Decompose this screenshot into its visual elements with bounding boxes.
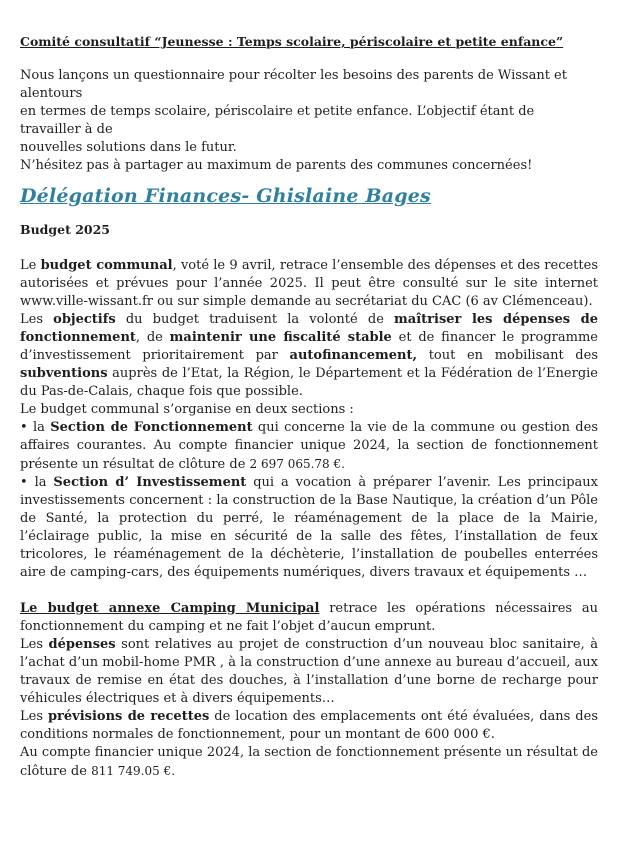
- text-run-bold: prévisions de recettes: [47, 709, 210, 724]
- text-run: qui a vocation à préparer l’avenir. Les principaux investissements concernent : la construction de la Base Nautique, la création d’un Pôle de Santé, la protection du perré, le réaménagement de la place de la Mairie, l’éclairage public, la mise en sécurité de la salle des fêtes, l’installation de feux tricolores, le réaménagement de la déchèterie, l’installation de poubelles enterrées aire de camping-cars, des équipements numériques, divers travaux et équipements …: [20, 475, 598, 580]
- spacer: [20, 582, 598, 600]
- text-run: retrace les opérations nécessaires au fonctionnement du camping et ne fait l’objet d’aucun emprunt.: [20, 601, 599, 634]
- text-run: , de: [135, 330, 170, 345]
- document-page: [20, 34, 598, 781]
- text-run: • la: [20, 475, 54, 490]
- budget-section-investissement: [20, 474, 598, 582]
- jeunesse-heading: Comité consultatif “Jeunesse : Temps scolaire, périscolaire et petite enfance”: [20, 34, 564, 49]
- spacer: [20, 239, 598, 257]
- budget-paragraph-3: Le budget communal s’organise en deux sections :: [20, 402, 354, 417]
- text-run: de location des emplacements ont été évaluées, dans des conditions normales de fonctionnement, pour un montant de: [20, 709, 598, 742]
- camping-paragraph-2: [20, 636, 598, 708]
- text-run: Au compte financier unique 2024, la section de fonctionnement présente un résultat de clôture de: [20, 745, 598, 779]
- delegation-title: Délégation Finances- Ghislaine Bages: [20, 185, 431, 207]
- text-run: du budget traduisent la volonté de: [115, 312, 395, 327]
- text-run-bold: autofinancement,: [289, 348, 418, 363]
- text-run-amount: 2 697 065.78 €.: [249, 457, 345, 471]
- text-run: auprès de l’Etat, la Région, le Département et la Fédération de l’Energie du Pas-de-Calais, chaque fois que possible.: [20, 366, 598, 399]
- text-run-bold: subventions: [20, 366, 108, 381]
- text-run: , voté le 9 avril, retrace l’ensemble des dépenses et des recettes autorisées et prévues pour l’année 2025. Il peut être consulté sur le site internet www.ville-wissant.fr ou sur simple demande au secrétariat du CAC (6 av Clémenceau).: [20, 258, 598, 309]
- text-run: Le: [20, 258, 41, 273]
- jeunesse-line-1: Nous lançons un questionnaire pour récolter les besoins des parents de Wissant et alentours: [20, 68, 567, 101]
- text-run: Les: [20, 637, 49, 652]
- text-run-bold-underline: Le budget annexe Camping Municipal: [20, 601, 320, 616]
- budget-paragraph-1: [20, 257, 598, 311]
- text-run-bold: Section d’ Investissement: [53, 475, 247, 490]
- text-run-bold: maintenir une fiscalité stable: [169, 330, 392, 345]
- text-run-bold: maîtriser les dépenses de fonctionnement: [20, 312, 598, 345]
- jeunesse-line-3: nouvelles solutions dans le futur.: [20, 140, 237, 155]
- text-run-amount: 811 749.05 €.: [91, 764, 176, 778]
- text-run: Les: [20, 709, 48, 724]
- text-run-bold: Section de Fonctionnement: [50, 420, 253, 435]
- camping-paragraph-1: [20, 600, 598, 636]
- jeunesse-line-4: N’hésitez pas à partager au maximum de parents des communes concernées!: [20, 158, 533, 173]
- text-run: Les: [20, 312, 54, 327]
- text-run-bold: budget communal: [40, 258, 173, 273]
- text-run-amount: 600 000 €: [424, 727, 491, 742]
- budget-paragraph-2: [20, 311, 598, 401]
- jeunesse-line-2: en termes de temps scolaire, périscolaire et petite enfance. L’objectif étant de travailler à de: [20, 104, 535, 137]
- text-run: sont relatives au projet de construction d’un nouveau bloc sanitaire, à l’achat d’un mobil-home PMR , à la construction d’une annexe au bureau d’accueil, aux travaux de remise en état des douches, à l’installation d’une borne de recharge pour véhicules électriques et à divers équipements…: [20, 637, 599, 706]
- budget-heading: Budget 2025: [20, 222, 111, 237]
- text-run: • la: [20, 420, 51, 435]
- spacer: [20, 49, 598, 67]
- budget-section-fonctionnement: [20, 419, 598, 474]
- text-run: tout en mobilisant des: [417, 348, 598, 363]
- camping-paragraph-4: [20, 744, 598, 781]
- text-run-bold: dépenses: [48, 637, 116, 652]
- text-run-bold: objectifs: [53, 312, 116, 327]
- text-run: et de financer le programme d’investissement prioritairement par: [20, 330, 598, 363]
- text-run: .: [490, 727, 495, 742]
- camping-paragraph-3: [20, 708, 598, 744]
- text-run: qui concerne la vie de la commune ou gestion des affaires courantes. Au compte financier unique 2024, la section de fonctionnement présente un résultat de clôture de: [20, 420, 598, 472]
